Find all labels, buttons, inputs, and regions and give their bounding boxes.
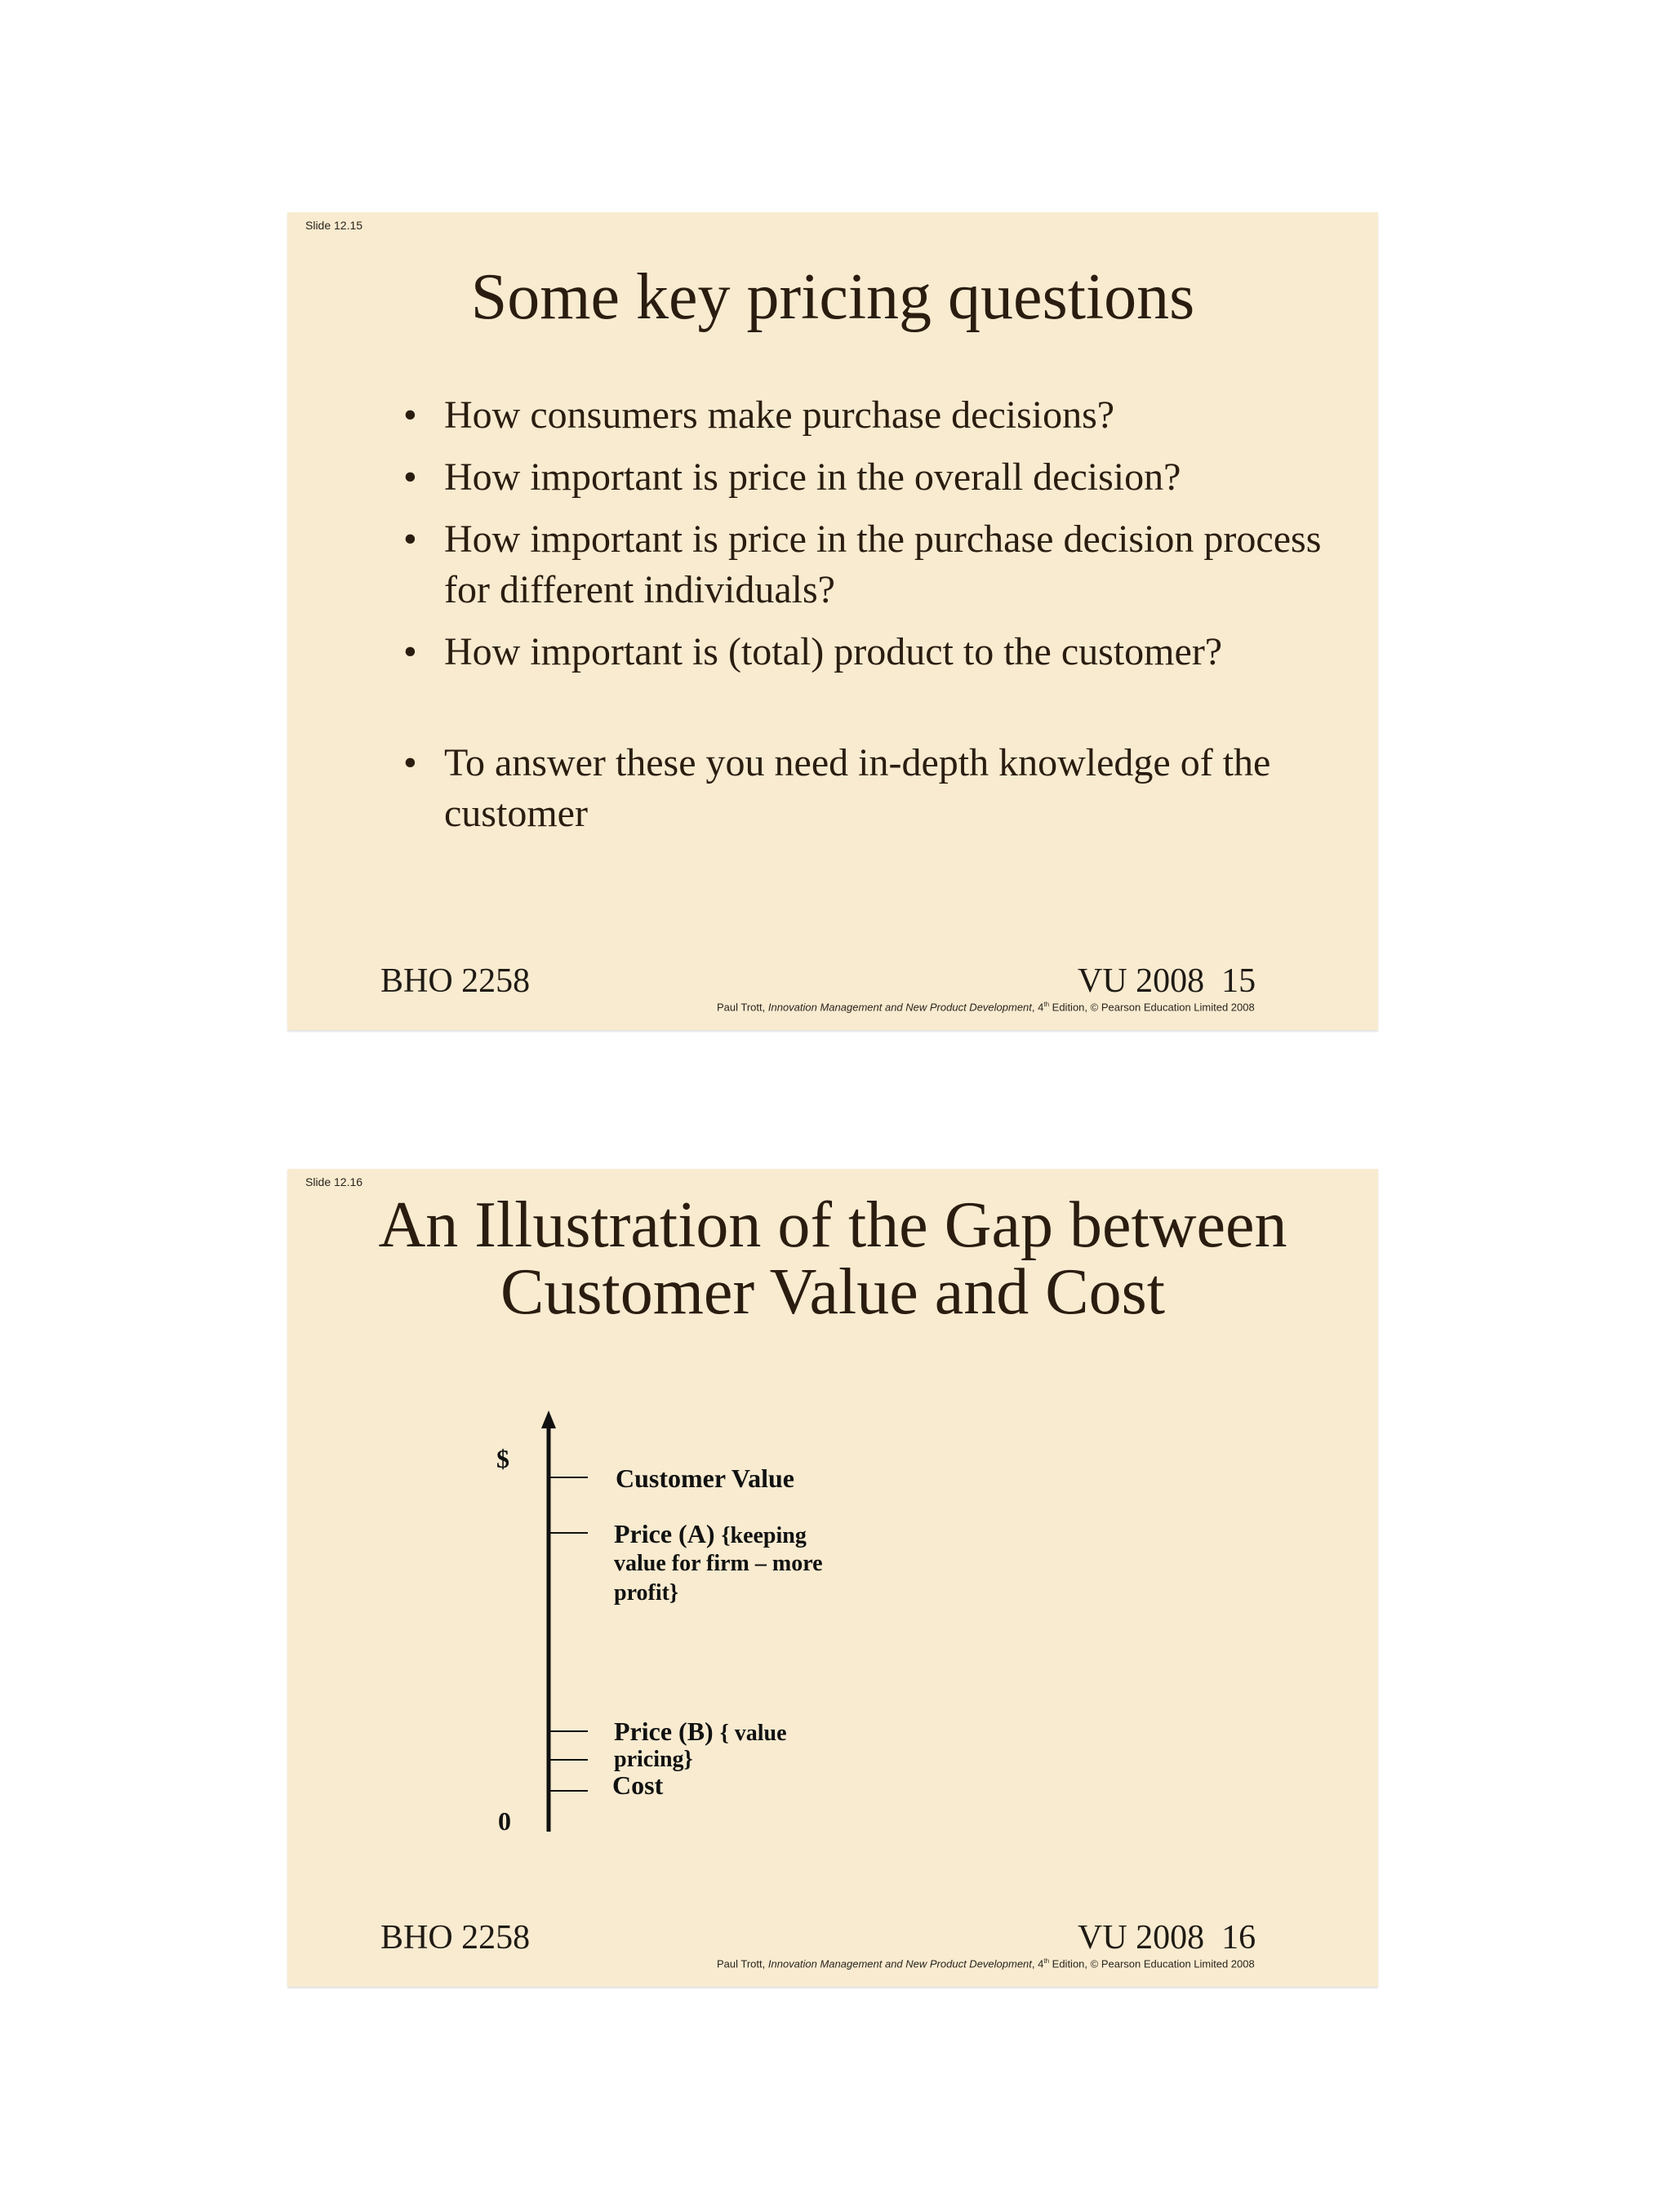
diagram-lines: [287, 1169, 1378, 1987]
footer-page: VU 2008 16: [1078, 1919, 1256, 1957]
customer-value-label: Customer Value: [616, 1464, 794, 1493]
title-line: Customer Value and Cost: [500, 1256, 1166, 1328]
slide-12-16: [287, 1169, 1378, 1987]
axis-zero-label: 0: [498, 1806, 511, 1836]
bullet-item: • How important is (total) product to the customer?: [403, 630, 1223, 673]
price-a-label: Price (A) {keeping: [614, 1519, 807, 1548]
footer-course-code: BHO 2258: [380, 962, 531, 1000]
arrow-head-icon: [541, 1410, 556, 1428]
slide-12-15: [287, 212, 1378, 1030]
price-a-note: value for firm – more: [614, 1551, 823, 1576]
slide-number: Slide 12.16: [305, 1175, 363, 1188]
bullet-list: [402, 390, 1332, 851]
price-b-note: pricing}: [614, 1747, 693, 1772]
slide-title: Some key pricing questions: [470, 261, 1195, 333]
price-a-note: profit}: [614, 1580, 678, 1606]
title-line: An Illustration of the Gap between: [378, 1189, 1287, 1261]
bullet-item: • How important is price in the overall decision?: [403, 455, 1181, 499]
axis-dollar-label: $: [496, 1444, 509, 1473]
copyright-credit: Paul Trott, Innovation Management and New Product Development, 4th Edition, © Pearson Education Limited 2008: [717, 1957, 1255, 1970]
slide-number: Slide 12.15: [305, 219, 363, 232]
price-b-label: Price (B) { value: [614, 1717, 787, 1746]
bullet-item: • To answer these you need in-depth knowledge of the customer: [403, 741, 1271, 835]
value-cost-diagram: [287, 1169, 1378, 1987]
footer-page: VU 2008 15: [1078, 962, 1256, 1000]
bullet-item: • How consumers make purchase decisions?: [403, 393, 1115, 437]
bullet-item: • How important is price in the purchase decision process for different individuals?: [403, 517, 1322, 611]
cost-label: Cost: [612, 1770, 664, 1800]
copyright-credit: Paul Trott, Innovation Management and New Product Development, 4th Edition, © Pearson Education Limited 2008: [717, 1001, 1255, 1014]
footer-course-code: BHO 2258: [380, 1919, 531, 1957]
